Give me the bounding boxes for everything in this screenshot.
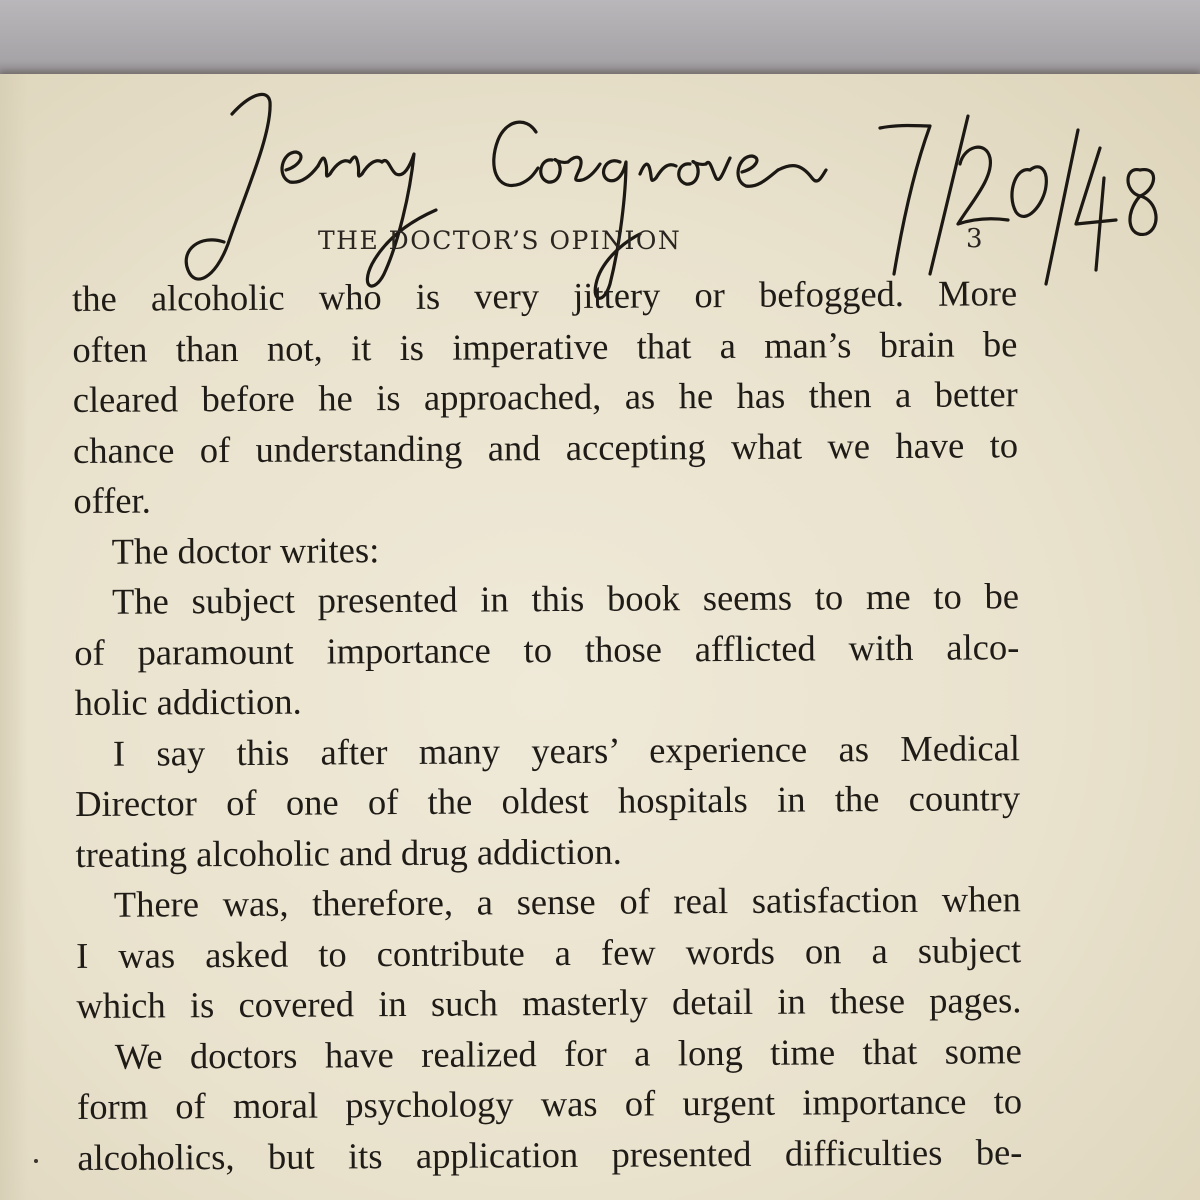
text-line: offer. [73, 479, 151, 521]
text-line: cleared before he is approached, as he has then a better [72, 373, 1018, 420]
text-line: I say this after many years’ experience as Medical [112, 726, 1021, 774]
paragraph [74, 571, 1020, 728]
text-line: the alcoholic who is very jittery or befogged. More [72, 272, 1018, 319]
text-line: form of moral psychology was of urgent importance to [76, 1080, 1023, 1127]
text-line: There was, therefore, a sense of real satisfaction when [113, 878, 1021, 925]
body-text [72, 268, 1023, 1183]
ink-speck [34, 1159, 38, 1163]
paragraph [75, 723, 1021, 880]
book-page [0, 74, 1200, 1200]
paragraph [74, 521, 1019, 577]
text-line: which is covered in such masterly detail in these pages. [76, 979, 1022, 1026]
text-line: Director of one of the oldest hospitals in the country [75, 777, 1021, 824]
text-line: The subject presented in this book seems to me to be [111, 575, 1020, 622]
text-line: We doctors have realized for a long time that some [114, 1029, 1022, 1077]
text-line: chance of understanding and accepting what we have to [72, 423, 1019, 471]
text-line: of paramount importance to those afflicted with alco- [74, 625, 1020, 673]
paragraph [72, 268, 1019, 526]
text-line: often than not, it is imperative that a man’s brain be [72, 322, 1018, 370]
text-line: alcoholics, but its application presented difficulties be- [77, 1130, 1023, 1178]
text-line: I was asked to contribute a few words on a subject [76, 928, 1022, 976]
paragraph [76, 874, 1022, 1031]
text-line: The doctor writes: [111, 528, 380, 572]
paragraph [77, 1026, 1023, 1183]
running-head: THE DOCTOR’S OPINION [318, 226, 682, 255]
text-line: treating alcoholic and drug addiction. [75, 830, 622, 875]
page-number: 3 [966, 224, 983, 254]
text-line: holic addiction. [74, 680, 302, 723]
